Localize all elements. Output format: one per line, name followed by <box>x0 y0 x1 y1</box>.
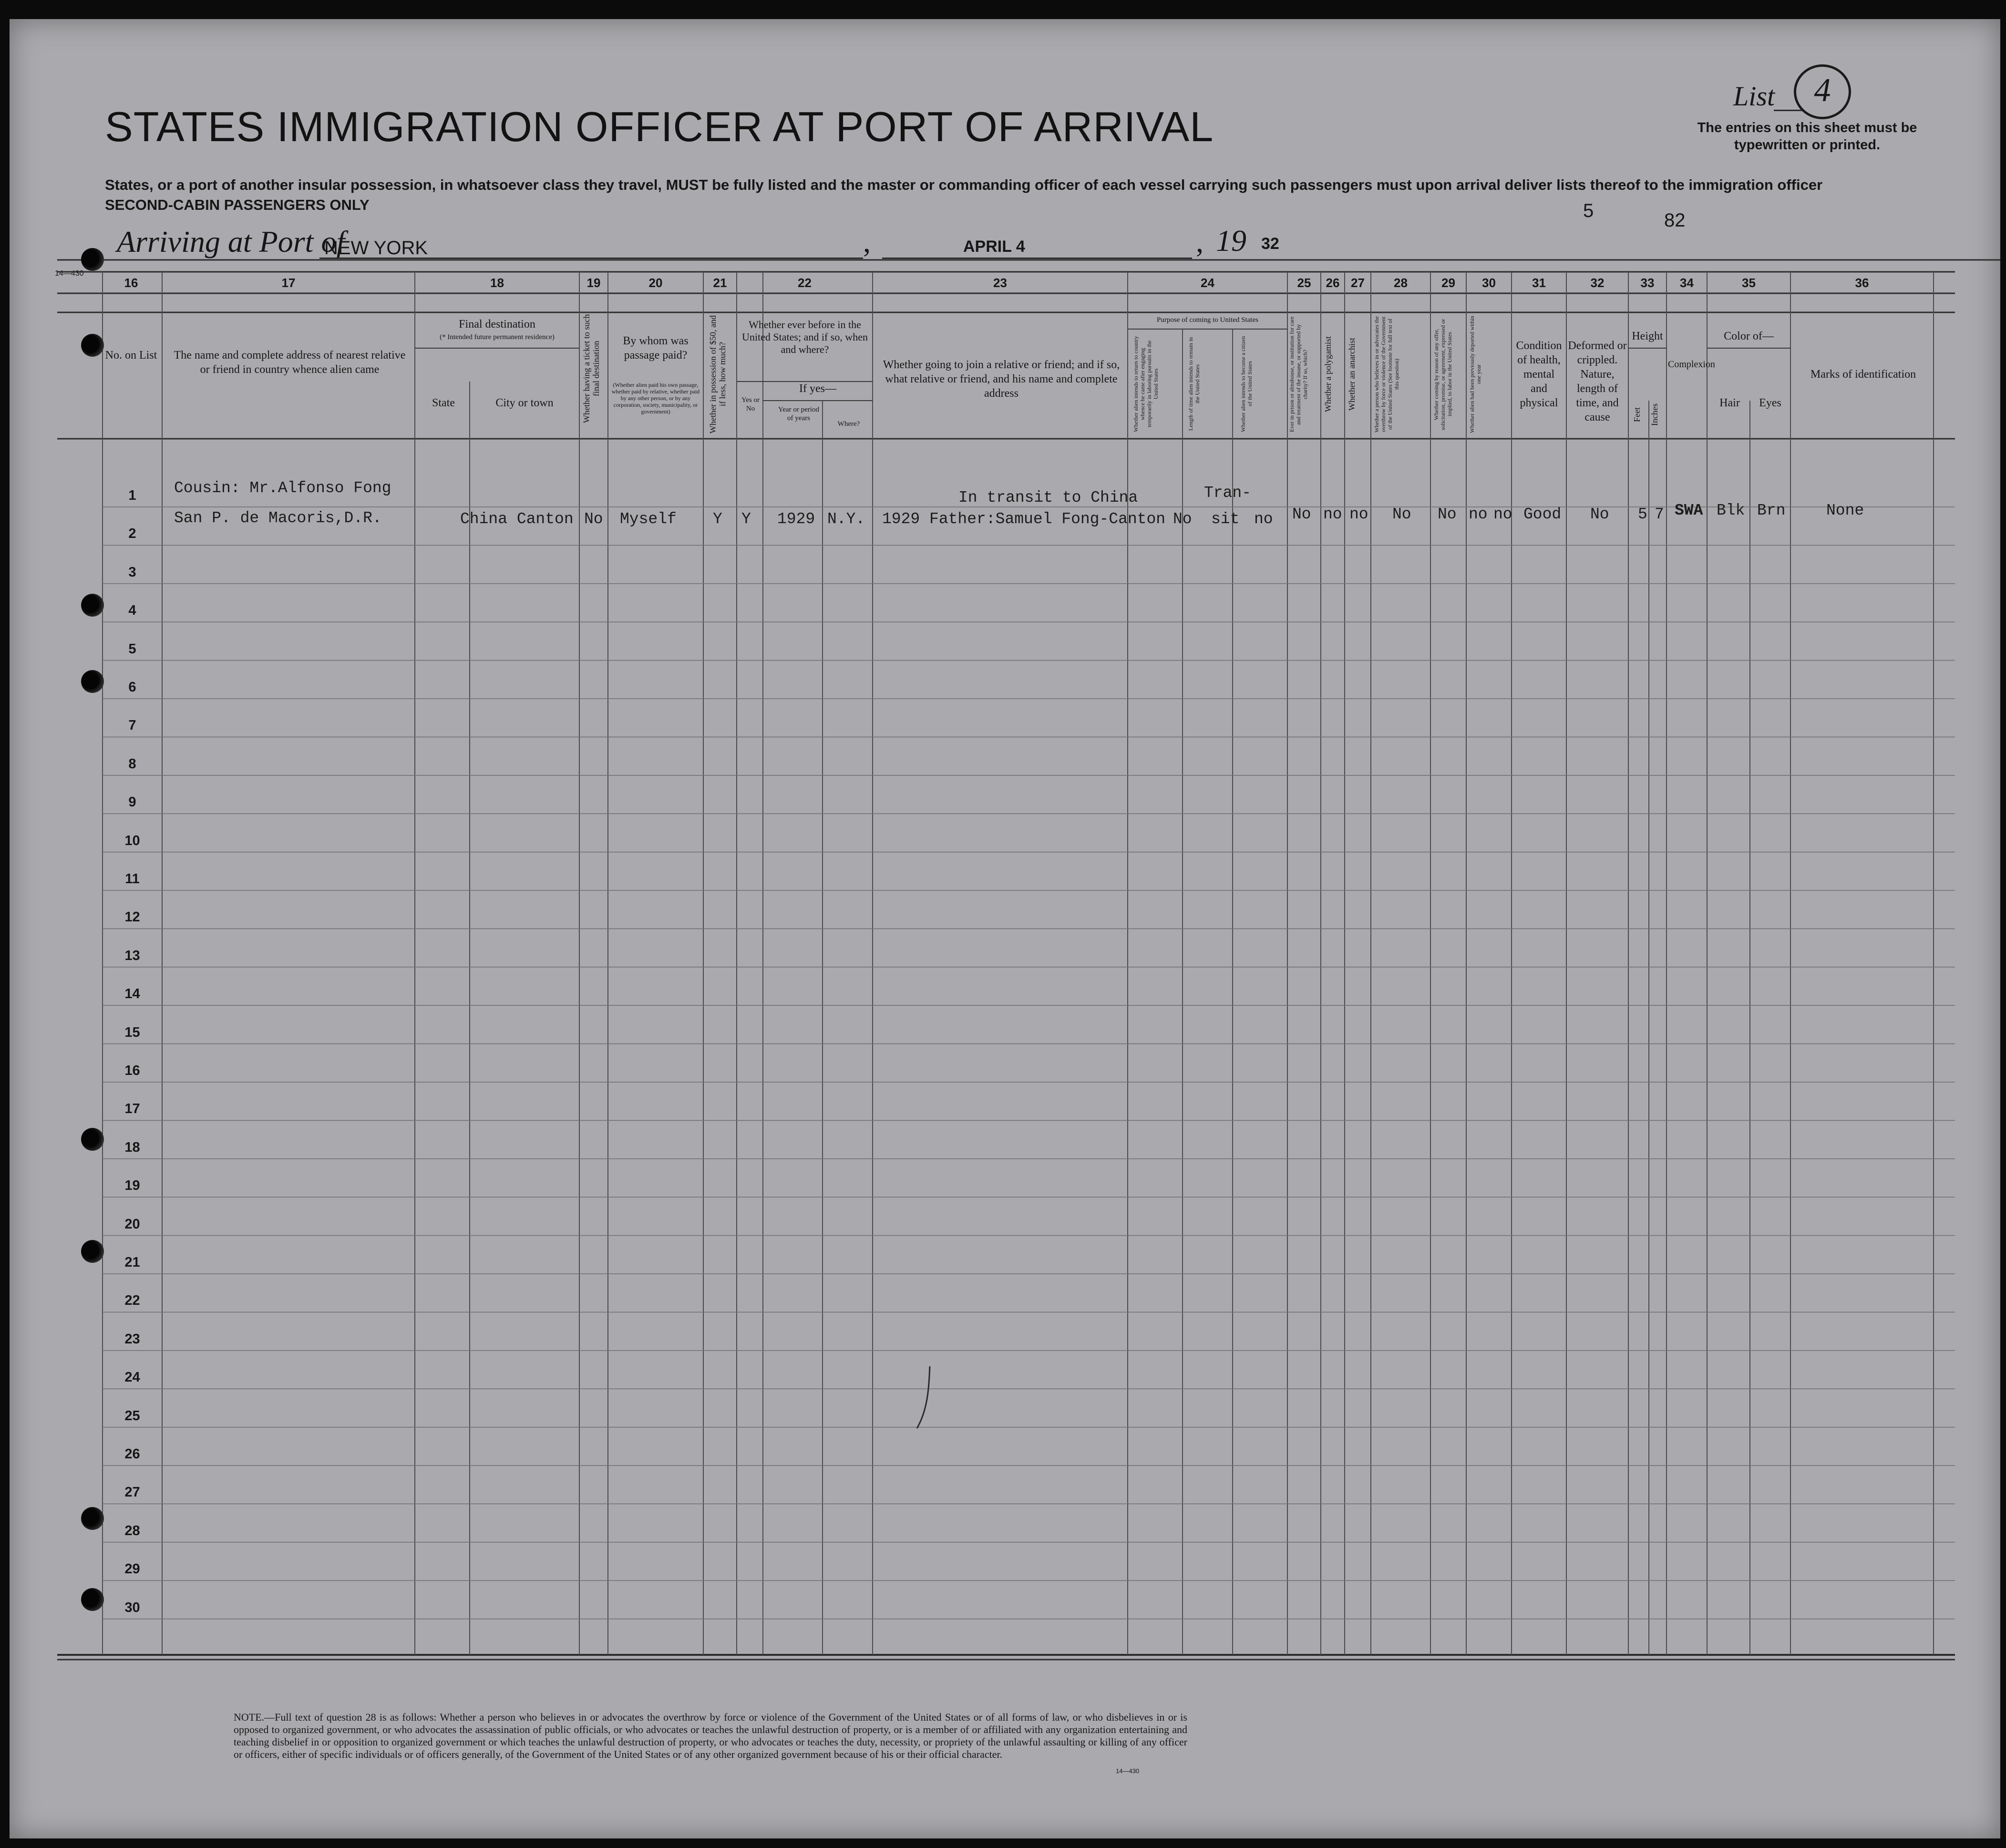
entry-money: Y <box>713 510 722 528</box>
row-number: 10 <box>124 833 140 848</box>
header-health: Condition of health, mental and physical <box>1516 340 1562 409</box>
col-num-29: 29 <box>1441 276 1455 290</box>
header-city: City or town <box>495 397 554 409</box>
entry-inches: 7 <box>1655 506 1664 523</box>
list-label: List <box>1733 81 1775 112</box>
header-labor-offer: Whether coming by reason of any offer, solicitation, promise, or agreement, expressed or implied, to labor in the United States <box>1433 319 1453 430</box>
margin-mark: 5 <box>1583 200 1594 221</box>
row-number: 19 <box>124 1178 140 1194</box>
entry-hair: Blk <box>1717 502 1745 519</box>
header-state: State <box>432 397 455 409</box>
col-num-27: 27 <box>1351 276 1365 290</box>
row-number: 8 <box>128 756 136 772</box>
list-number-circled: 4 <box>1794 64 1851 119</box>
col-num-22: 22 <box>798 276 812 290</box>
row-number: 1 <box>128 488 136 503</box>
entry-polygamist: no <box>1323 506 1342 523</box>
form-number-bottom: 14—430 <box>1116 1767 1140 1775</box>
entry-feet: 5 <box>1638 506 1647 523</box>
row-number: 15 <box>124 1024 140 1040</box>
row-number: 25 <box>124 1408 140 1424</box>
entry-year: 1929 <box>777 510 815 528</box>
row-number: 26 <box>124 1446 140 1462</box>
header-final-destination-note: (* Intended future permanent residence) <box>440 333 555 341</box>
col-num-33: 33 <box>1640 276 1655 290</box>
header-yes-no: Yes or No <box>741 396 760 413</box>
punch-hole <box>81 1240 104 1263</box>
comma-sep-1: , <box>863 225 871 258</box>
punch-hole <box>81 334 104 357</box>
punch-hole <box>81 594 104 617</box>
header-ticket: Whether having a ticket to such final destination <box>582 314 601 423</box>
header-nearest-relative: The name and complete address of nearest relative or friend in country whence alien came <box>174 349 406 376</box>
entry-eyes: Brn <box>1757 502 1786 519</box>
punch-hole <box>81 1507 104 1530</box>
punch-hole <box>81 1588 104 1611</box>
col-num-32: 32 <box>1590 276 1605 290</box>
entry-length-line1: Tran- <box>1204 484 1252 502</box>
entry-before-in-us: Y <box>741 510 751 528</box>
col-num-34: 34 <box>1680 276 1694 290</box>
comma-sep-2: , <box>1196 225 1204 258</box>
instructions-text: States, or a port of another insular possession, in whatsoever class they travel, MUST be fully listed and the master or commanding officer of each vessel carrying such passengers must upon arrival deliver lists thereof to the immigration officer <box>105 176 1823 193</box>
entry-deported-2: no <box>1493 506 1512 523</box>
row-number: 12 <box>124 909 140 925</box>
row-number: 4 <box>128 603 136 619</box>
row-number: 20 <box>124 1216 140 1232</box>
header-final-destination: Final destination <box>459 318 535 330</box>
entry-complexion: SWA <box>1675 502 1703 519</box>
form-number-top: 14—430 <box>55 269 84 278</box>
header-passage-paid: By whom was passage paid? <box>623 335 689 361</box>
row-number: 16 <box>124 1063 140 1078</box>
typewritten-note: The entries on this sheet must be typewritten or printed. <box>1697 120 1917 153</box>
header-no-on-list: No. on List <box>105 349 157 361</box>
header-year: Year or period of years <box>778 406 819 422</box>
entry-where: N.Y. <box>827 510 865 528</box>
header-if-yes: If yes— <box>799 382 836 395</box>
row-number: 22 <box>124 1293 140 1309</box>
col-num-19: 19 <box>586 276 601 290</box>
header-inches: Inches <box>1650 403 1659 426</box>
row-number: 3 <box>128 564 136 580</box>
entry-ticket: No <box>584 510 603 528</box>
col-num-30: 30 <box>1482 276 1496 290</box>
header-length-of-stay: Length of time alien intends to remain in the United States <box>1187 337 1201 431</box>
row-number: 18 <box>124 1139 140 1155</box>
header-before-in-us: Whether ever before in the United States; and if so, when and where? <box>742 319 868 355</box>
col-num-31: 31 <box>1532 276 1546 290</box>
row-number: 9 <box>128 795 136 810</box>
entry-relative-line2: San P. de Macoris,D.R. <box>174 509 382 527</box>
col-num-35: 35 <box>1742 276 1756 290</box>
row-number: 14 <box>124 986 140 1002</box>
entry-destination: China Canton <box>460 510 574 528</box>
header-purpose: Purpose of coming to United States <box>1157 316 1258 324</box>
col-num-21: 21 <box>713 276 727 290</box>
header-marks: Marks of identification <box>1810 368 1916 381</box>
entry-marks: None <box>1826 502 1864 519</box>
punch-hole <box>81 248 104 271</box>
col-num-24: 24 <box>1201 276 1214 290</box>
header-where: Where? <box>837 420 860 428</box>
header-passage-note: (Whether alien paid his own passage, whether paid by relative, whether paid by any other person, or by any corporation, society, municipality, or government) <box>611 382 700 415</box>
header-overthrow: Whether a person who believes in or advocates the overthrow by force or violence of the Government of the United States (See footnote for full text of this question) <box>1373 316 1400 433</box>
pencil-stroke-mark <box>915 1364 934 1431</box>
row-number: 5 <box>128 641 136 657</box>
page-mark: 82 <box>1664 210 1686 231</box>
row-number: 28 <box>124 1523 140 1538</box>
header-deformed: Deformed or crippled. Nature, length of time, and cause <box>1568 340 1627 423</box>
header-color-of: Color of— <box>1724 330 1774 342</box>
entry-paid-by: Myself <box>620 510 677 528</box>
punch-hole <box>81 1128 104 1151</box>
row-number: 7 <box>128 718 136 733</box>
header-join-relative: Whether going to join a relative or friend; and if so, what relative or friend, and his name and complete address <box>883 359 1120 400</box>
entry-join-relative: 1929 Father:Samuel Fong-Canton <box>882 510 1166 528</box>
year-prefix: 19 <box>1216 224 1246 258</box>
entry-health: Good <box>1523 506 1562 523</box>
footnote-question-28: NOTE.—Full text of question 28 is as follows: Whether a person who believes in or advocates the overthrow by force or violence of the Government of the United States or of all forms of law, or who disbelieves in or is opposed to organized government, or who advocates the assassination of public officials, or who advocates or teaches the unlawful destruction of property, or is a member of or affiliated with any organization entertaining and teaching disbelief in or opposition to organized government or which teaches the unlawful destruction of property, or who advocates or teaches the duty, necessity, or propriety of the unlawful assaulting or killing of any officer or officers, either of specific individuals or of officers generally, of the Government of the United States or of any other organized government because of his or their official character. <box>234 1711 1187 1760</box>
entry-deported: no <box>1469 506 1488 523</box>
row-number: 27 <box>124 1485 140 1500</box>
header-prison: Ever in prison or almshouse, or institution for care and treatment of the insane, or supported by charity? If so, which? <box>1288 316 1308 433</box>
row-number: 24 <box>124 1370 140 1385</box>
col-num-17: 17 <box>281 276 296 290</box>
header-anarchist: Whether an anarchist <box>1347 338 1357 411</box>
header-fifty-dollars: Whether in possession of $50, and if less, how much? <box>708 315 727 434</box>
entry-prison: No <box>1292 506 1311 523</box>
year-suffix: 32 <box>1261 235 1279 253</box>
row-number: 29 <box>124 1561 140 1577</box>
col-num-20: 20 <box>648 276 663 290</box>
row-number: 30 <box>124 1600 140 1615</box>
entry-length-line2: sit <box>1211 510 1240 528</box>
date-value: APRIL 4 <box>963 237 1025 256</box>
col-num-25: 25 <box>1297 276 1311 290</box>
col-num-18: 18 <box>490 276 504 290</box>
col-num-23: 23 <box>993 276 1007 290</box>
class-line: SECOND-CABIN PASSENGERS ONLY <box>105 196 370 213</box>
row-number: 2 <box>128 526 136 542</box>
entry-deformed: No <box>1590 506 1609 523</box>
row-number: 17 <box>124 1101 140 1117</box>
entry-transit-note: In transit to China <box>958 489 1138 506</box>
entry-overthrow: No <box>1392 506 1411 523</box>
port-value: NEW YORK <box>324 237 428 258</box>
row-number: 23 <box>124 1331 140 1347</box>
header-height: Height <box>1632 330 1663 342</box>
header-citizen-intent: Whether alien intends to become a citizen of the United States <box>1240 336 1253 432</box>
header-complexion: Complexion <box>1668 359 1715 370</box>
entry-labor-offer: No <box>1438 506 1457 523</box>
punch-hole <box>81 670 104 693</box>
manifest-sheet <box>10 19 2000 1838</box>
header-deported: Whether alien had been previously deported within one year <box>1469 316 1482 433</box>
col-num-26: 26 <box>1326 276 1340 290</box>
header-feet: Feet <box>1632 407 1642 423</box>
header-eyes: Eyes <box>1759 397 1781 409</box>
header-hair: Hair <box>1719 397 1740 409</box>
entry-return-intent: No <box>1173 510 1192 528</box>
col-num-28: 28 <box>1394 276 1408 290</box>
header-polygamist: Whether a polygamist <box>1323 336 1333 413</box>
row-number: 11 <box>125 871 140 887</box>
col-num-16: 16 <box>124 276 138 290</box>
ledger-grid-lines <box>10 19 2000 1838</box>
row-number: 13 <box>124 948 140 963</box>
col-num-36: 36 <box>1855 276 1869 290</box>
entry-citizen: no <box>1254 510 1273 528</box>
page-title: STATES IMMIGRATION OFFICER AT PORT OF ARRIVAL <box>105 103 1214 150</box>
arriving-label: Arriving at Port of <box>117 225 345 258</box>
row-number: 21 <box>124 1255 140 1270</box>
entry-relative-line1: Cousin: Mr.Alfonso Fong <box>174 479 391 497</box>
entry-anarchist: no <box>1349 506 1368 523</box>
row-number: 6 <box>128 680 136 695</box>
header-return-intent: Whether alien intends to return to country whence he came after engaging temporarily in laboring pursuits in the United States <box>1132 336 1159 432</box>
